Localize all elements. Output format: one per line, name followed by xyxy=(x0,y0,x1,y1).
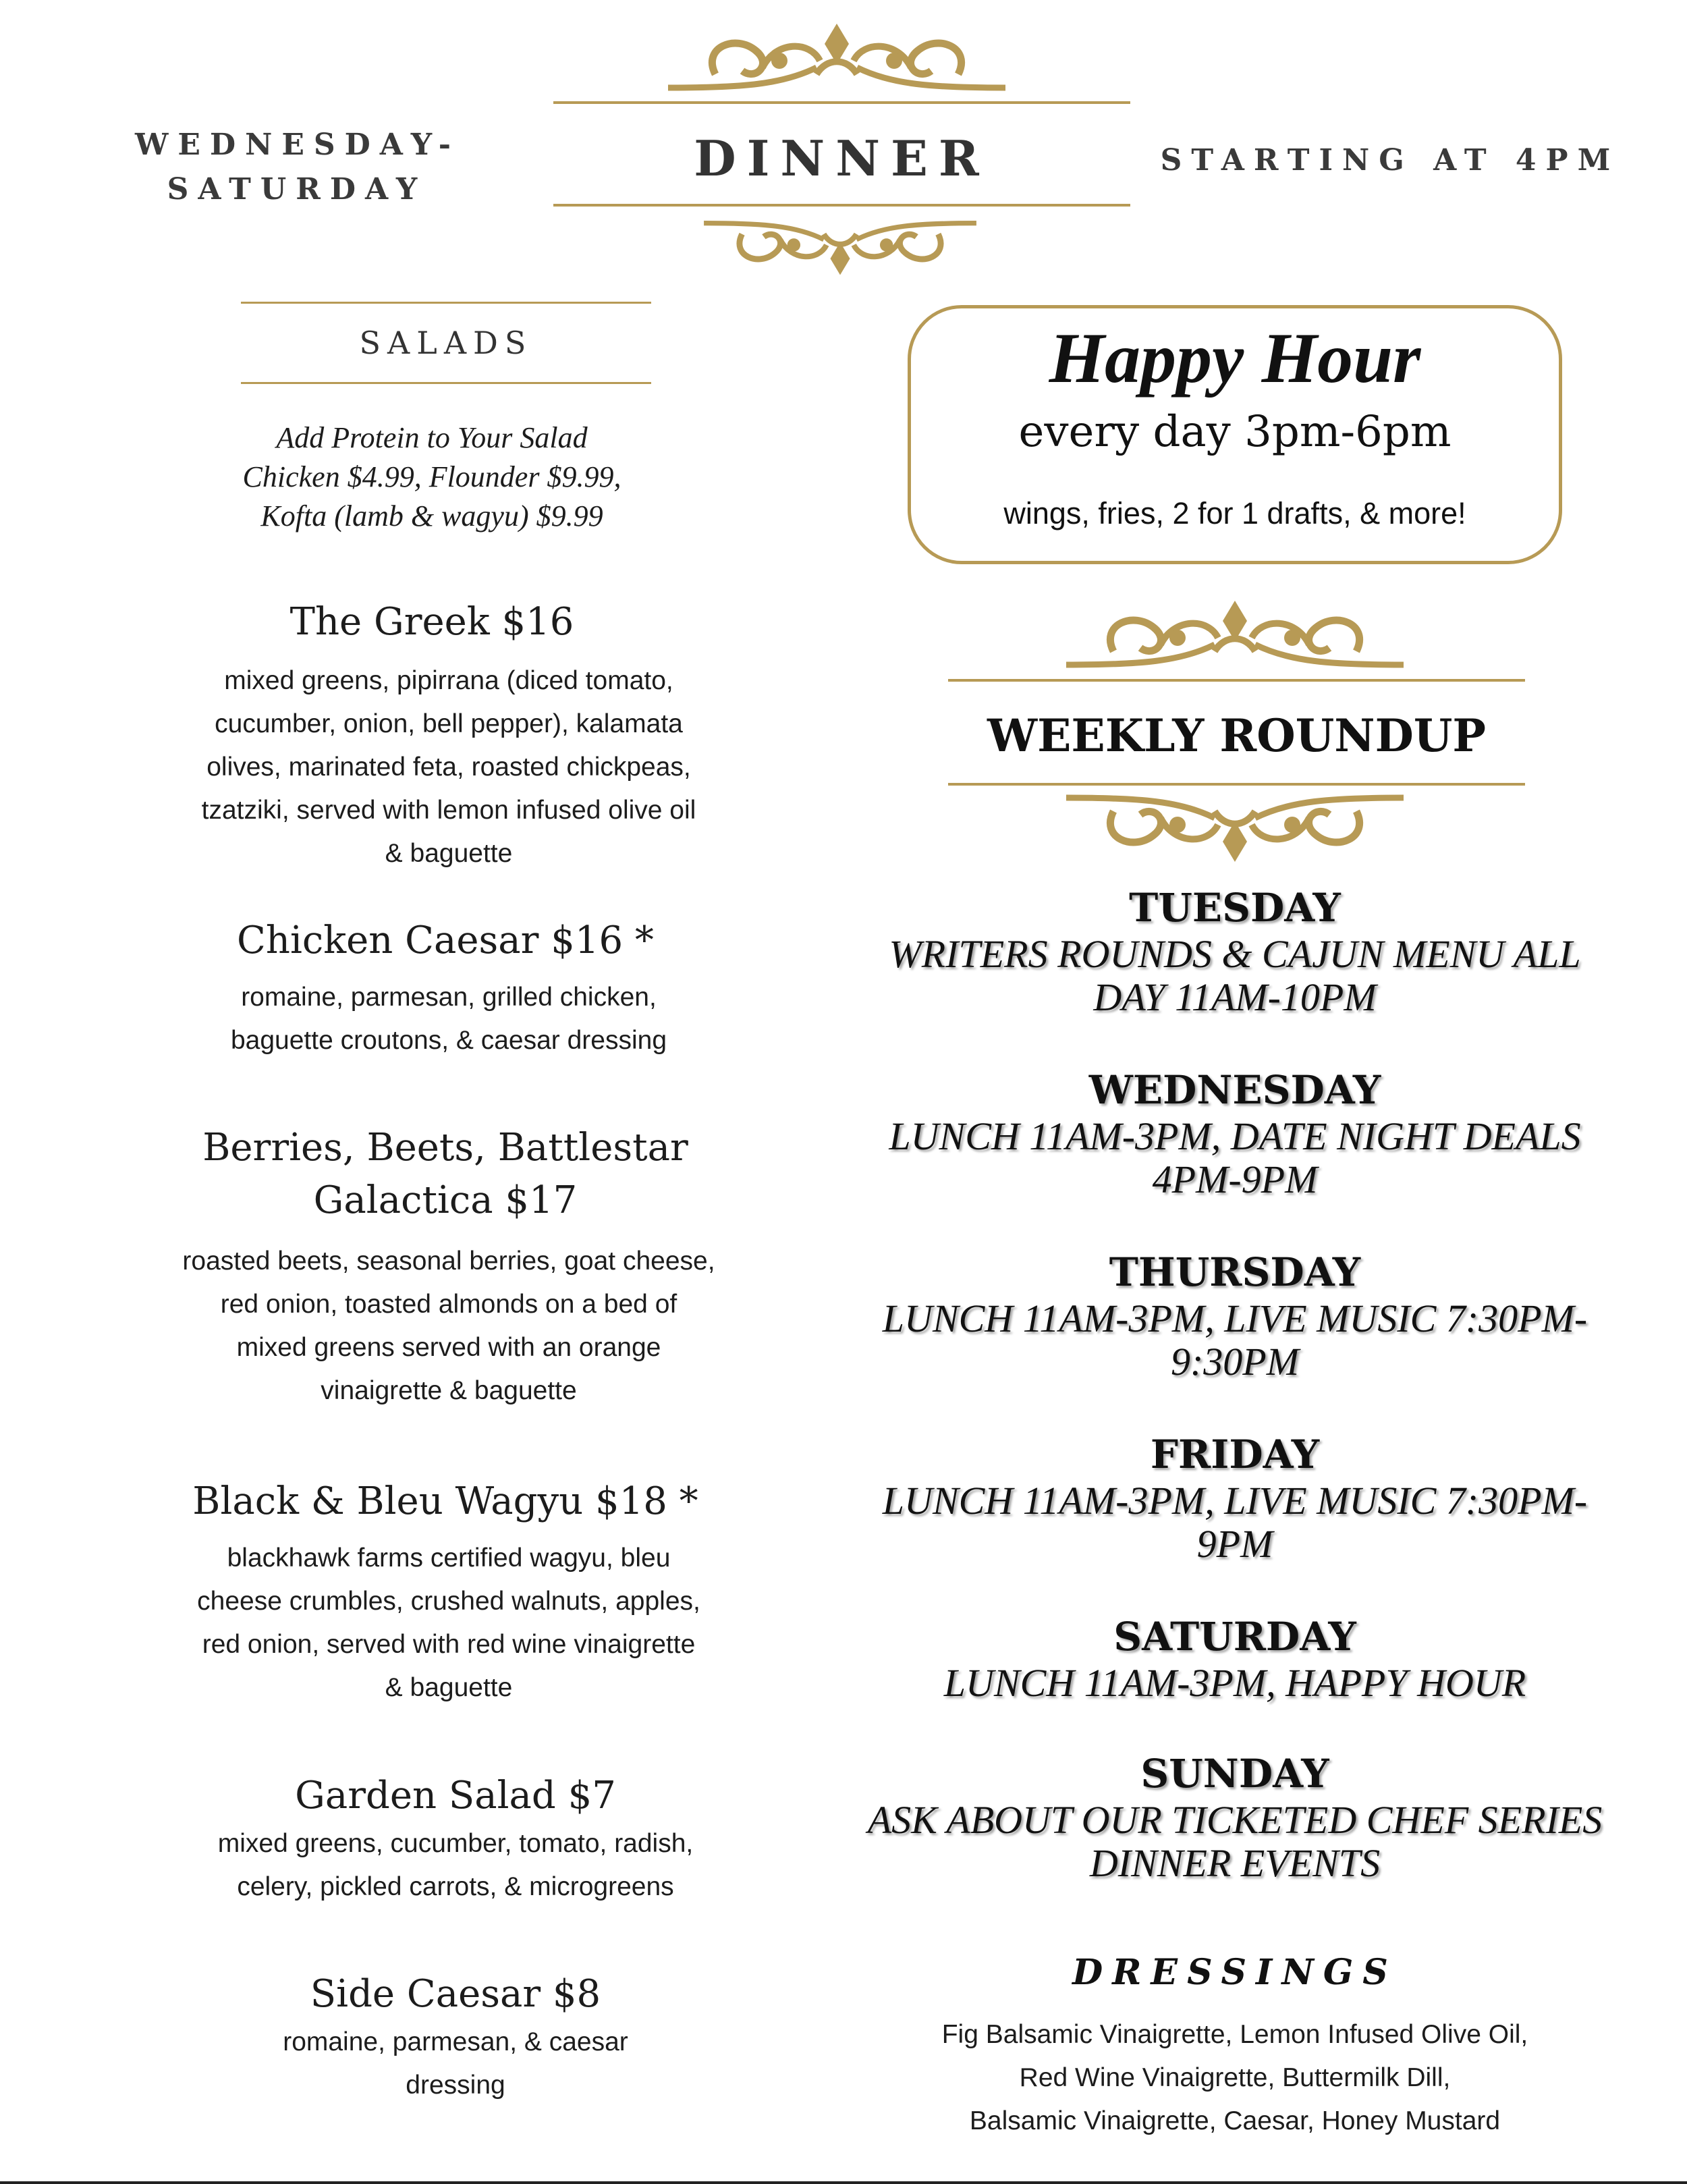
salads-rule-bottom xyxy=(241,382,651,384)
salad-name: Berries, Beets, Battlestar Galactica $17 xyxy=(202,1126,688,1222)
weekly-event-saturday: LUNCH 11AM-3PM, HAPPY HOUR xyxy=(943,1661,1526,1705)
salad-name: Black & Bleu Wagyu $18 * xyxy=(192,1479,698,1523)
dressings-heading: DRESSINGS xyxy=(1072,1952,1398,1993)
salad-name: Garden Salad $7 xyxy=(295,1774,616,1818)
header-start-time: STARTING AT 4PM xyxy=(1160,143,1620,178)
salad-desc: romaine, parmesan, & caesar dressing xyxy=(283,2027,628,2100)
happy-hour-what: wings, fries, 2 for 1 drafts, & more! xyxy=(1003,496,1466,530)
happy-hour-title: Happy Hour xyxy=(1049,319,1421,398)
weekly-event-sunday: ASK ABOUT OUR TICKETED CHEF SERIES DINNER EVENTS xyxy=(867,1798,1603,1885)
salad-desc: mixed greens, pipirrana (diced tomato, cucumber, onion, bell pepper), kalamata olives, marinated feta, roasted chickpeas, tzatziki, served with lemon infused olive oil & baguette xyxy=(201,666,696,868)
header-rule-bottom xyxy=(553,204,1130,207)
salads-heading: SALADS xyxy=(359,325,533,361)
protein-note: Add Protein to Your Salad Chicken $4.99, Flounder $9.99, Kofta (lamb & wagyu) $9.99 xyxy=(242,421,621,533)
salad-desc: romaine, parmesan, grilled chicken, baguette croutons, & caesar dressing xyxy=(230,983,667,1055)
weekly-event-tuesday: WRITERS ROUNDS & CAJUN MENU ALL DAY 11AM-10PM xyxy=(889,932,1581,1019)
weekly-day-saturday: SATURDAY xyxy=(1113,1614,1356,1660)
salad-name: Side Caesar $8 xyxy=(310,1972,601,2016)
weekly-day-sunday: SUNDAY xyxy=(1140,1751,1329,1797)
weekly-event-thursday: LUNCH 11AM-3PM, LIVE MUSIC 7:30PM- 9:30PM xyxy=(882,1296,1588,1384)
ornament-bottom-icon xyxy=(698,211,982,285)
weekly-event-friday: LUNCH 11AM-3PM, LIVE MUSIC 7:30PM- 9PM xyxy=(882,1479,1588,1566)
happy-hour-when: every day 3pm-6pm xyxy=(1018,407,1451,457)
weekly-day-friday: FRIDAY xyxy=(1150,1431,1320,1477)
page-title: DINNER xyxy=(694,130,990,187)
weekly-event-wednesday: LUNCH 11AM-3PM, DATE NIGHT DEALS 4PM-9PM xyxy=(889,1114,1581,1201)
weekly-heading: WEEKLY ROUNDUP xyxy=(987,709,1487,762)
salads-rule-top xyxy=(241,302,651,304)
salad-name: Chicken Caesar $16 * xyxy=(237,919,654,962)
dressings-list: Fig Balsamic Vinaigrette, Lemon Infused Olive Oil, Red Wine Vinaigrette, Buttermilk Dill, Balsamic Vinaigrette, Caesar, Honey Mustard xyxy=(941,2020,1528,2135)
weekly-day-wednesday: WEDNESDAY xyxy=(1088,1067,1381,1113)
weekly-rule-top xyxy=(948,679,1525,682)
ornament-weekly-bottom-icon xyxy=(1059,791,1410,865)
salad-desc: roasted beets, seasonal berries, goat cheese, red onion, toasted almonds on a bed of mixed greens served with an orange vinaigrette & baguette xyxy=(182,1247,715,1405)
salad-desc: mixed greens, cucumber, tomato, radish, celery, pickled carrots, & microgreens xyxy=(217,1829,694,1901)
salad-desc: blackhawk farms certified wagyu, bleu cheese crumbles, crushed walnuts, apples, red onion, served with red wine vinaigrette & baguette xyxy=(197,1544,700,1702)
header-rule-top xyxy=(553,101,1130,104)
page-bottom-rule xyxy=(0,2181,1687,2184)
ornament-top-icon xyxy=(661,20,1012,94)
weekly-day-thursday: THURSDAY xyxy=(1109,1249,1361,1295)
weekly-day-tuesday: TUESDAY xyxy=(1129,885,1341,931)
weekly-rule-bottom xyxy=(948,783,1525,786)
salad-name: The Greek $16 xyxy=(289,600,574,644)
header-days: WEDNESDAY- SATURDAY xyxy=(135,128,460,207)
ornament-weekly-top-icon xyxy=(1059,597,1410,672)
